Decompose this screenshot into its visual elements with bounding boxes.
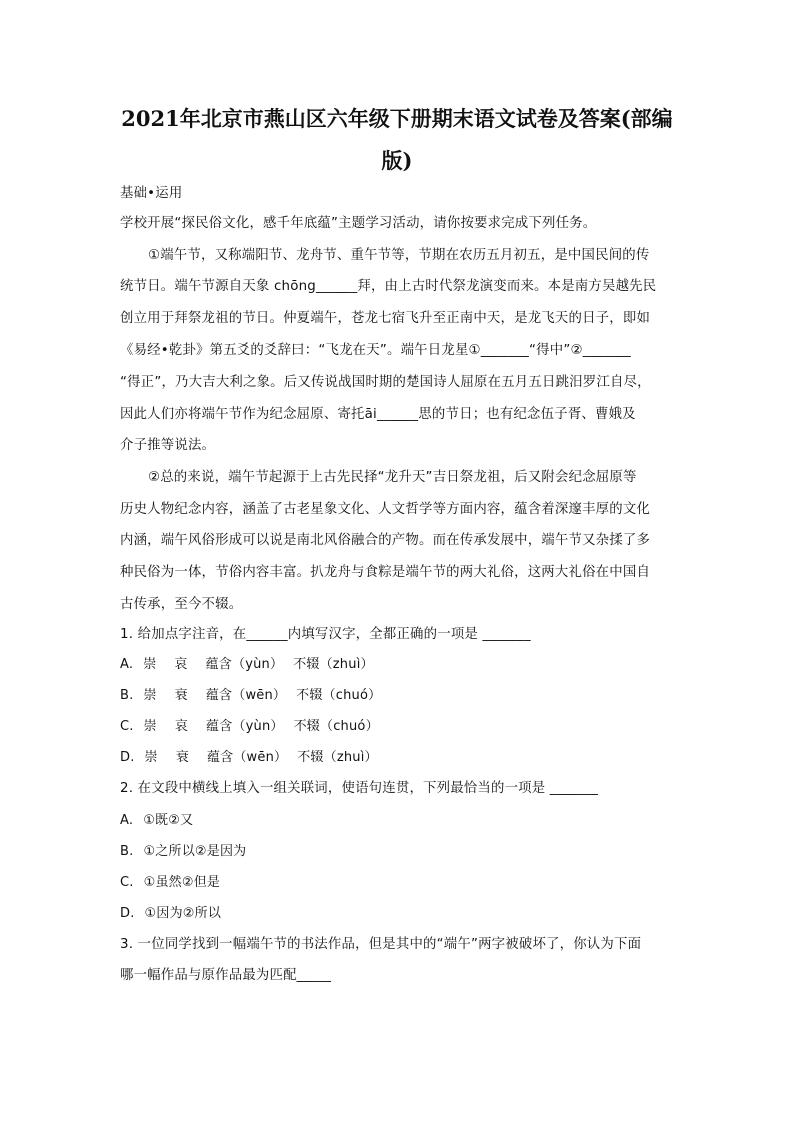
question-2-stem: 2. 在文段中横线上填入一组关联词，使语句连贯，下列最恰当的一项是 _______ xyxy=(120,781,599,796)
passage1-line: 《易经•乾卦》第五爻的爻辞曰：“飞龙在天”。端午日龙星①_______“得中”②_______ xyxy=(120,343,631,358)
task-intro: 学校开展“探民俗文化，感千年底蕴”主题学习活动，请你按要求完成下列任务。 xyxy=(120,216,597,231)
passage1-line: 创立用于拜祭龙祖的节日。仲夏端午，苍龙七宿飞升至正南中天，是龙飞天的日子，即如 xyxy=(120,311,651,326)
option-pinyin-2: 不辍（chuó） xyxy=(296,688,382,703)
question-1-option-d xyxy=(120,748,378,768)
option-char-2: 衰 xyxy=(174,688,188,703)
option-letter: B. xyxy=(120,688,134,703)
option-text: ①虽然②但是 xyxy=(143,875,221,890)
section-heading: 基础•运用 xyxy=(120,186,183,201)
title-line-2: 版) xyxy=(381,148,413,173)
question-3-stem-cont: 哪一幅作品与原作品最为匹配_____ xyxy=(120,968,332,983)
option-pinyin-1: 蕴含（wēn） xyxy=(205,688,287,703)
option-text: ①因为②所以 xyxy=(144,906,222,921)
option-pinyin-1: 蕴含（wēn） xyxy=(206,750,288,765)
passage1-line: “得正”，乃大吉大利之象。后又传说战国时期的楚国诗人屈原在五月五日跳汨罗江自尽， xyxy=(120,375,651,390)
option-letter: A. xyxy=(120,813,134,828)
passage1-line: 统节日。端午节源自天象 chōng______拜，由上古时代祭龙演变而来。本是南方吴越先民 xyxy=(120,279,657,294)
option-letter: A. xyxy=(120,657,134,672)
passage2-line: 古传承，至今不辍。 xyxy=(120,597,243,612)
passage2-line: 内涵，端午风俗形成可以说是南北风俗融合的产物。而在传承发展中，端午节又杂揉了多 xyxy=(120,533,651,548)
option-letter: C. xyxy=(120,875,134,890)
option-char-1: 崇 xyxy=(144,750,158,765)
question-3-stem: 3. 一位同学找到一幅端午节的书法作品，但是其中的“端午”两字被破坏了，你认为下面 xyxy=(120,937,642,952)
option-letter: B. xyxy=(120,844,134,859)
option-text: ①既②又 xyxy=(143,813,194,828)
option-letter: C. xyxy=(120,719,134,734)
option-pinyin-1: 蕴含（yùn） xyxy=(206,719,284,734)
option-char-2: 衰 xyxy=(175,750,189,765)
option-char-1: 崇 xyxy=(143,657,157,672)
page-title xyxy=(110,98,684,182)
question-2-option-d xyxy=(120,904,221,924)
passage1-line: 介子推等说法。 xyxy=(120,438,216,453)
option-pinyin-1: 蕴含（yùn） xyxy=(205,657,284,672)
question-2-option-b xyxy=(120,842,246,862)
option-pinyin-2: 不辍（zhuì） xyxy=(297,750,378,765)
question-2-option-c xyxy=(120,873,220,893)
question-1-option-b xyxy=(120,686,381,706)
option-text: ①之所以②是因为 xyxy=(143,844,247,859)
option-char-2: 哀 xyxy=(174,657,188,672)
passage2-line: 种民俗为一体，节俗内容丰富。扒龙舟与食粽是端午节的两大礼俗，这两大礼俗在中国自 xyxy=(120,565,651,580)
option-pinyin-2: 不辍（chuó） xyxy=(293,719,379,734)
question-1-option-c xyxy=(120,717,379,737)
title-line-1: 2021年北京市燕山区六年级下册期末语文试卷及答案(部编 xyxy=(121,106,673,131)
question-2-option-a xyxy=(120,811,193,831)
question-1-option-a xyxy=(120,655,374,675)
option-char-1: 崇 xyxy=(143,719,157,734)
passage1-line: 因此人们亦将端午节作为纪念屈原、寄托āi______思的节日；也有纪念伍子胥、曹娥及 xyxy=(120,407,636,422)
question-1-stem: 1. 给加点字注音，在______内填写汉字，全都正确的一项是 _______ xyxy=(120,627,531,642)
passage1-line: ①端午节，又称端阳节、龙舟节、重午节等，节期在农历五月初五，是中国民间的传 xyxy=(148,248,650,263)
option-char-2: 哀 xyxy=(174,719,189,734)
passage2-line: 历史人物纪念内容，涵盖了古老星象文化、人文哲学等方面内容，蕴含着深邃丰厚的文化 xyxy=(120,502,651,517)
option-letter: D. xyxy=(120,750,135,765)
option-pinyin-2: 不辍（zhuì） xyxy=(293,657,374,672)
option-char-1: 崇 xyxy=(143,688,157,703)
option-letter: D. xyxy=(120,906,135,921)
passage2-line: ②总的来说，端午节起源于上古先民择“龙升天”吉日祭龙祖，后又附会纪念屈原等 xyxy=(148,470,637,485)
